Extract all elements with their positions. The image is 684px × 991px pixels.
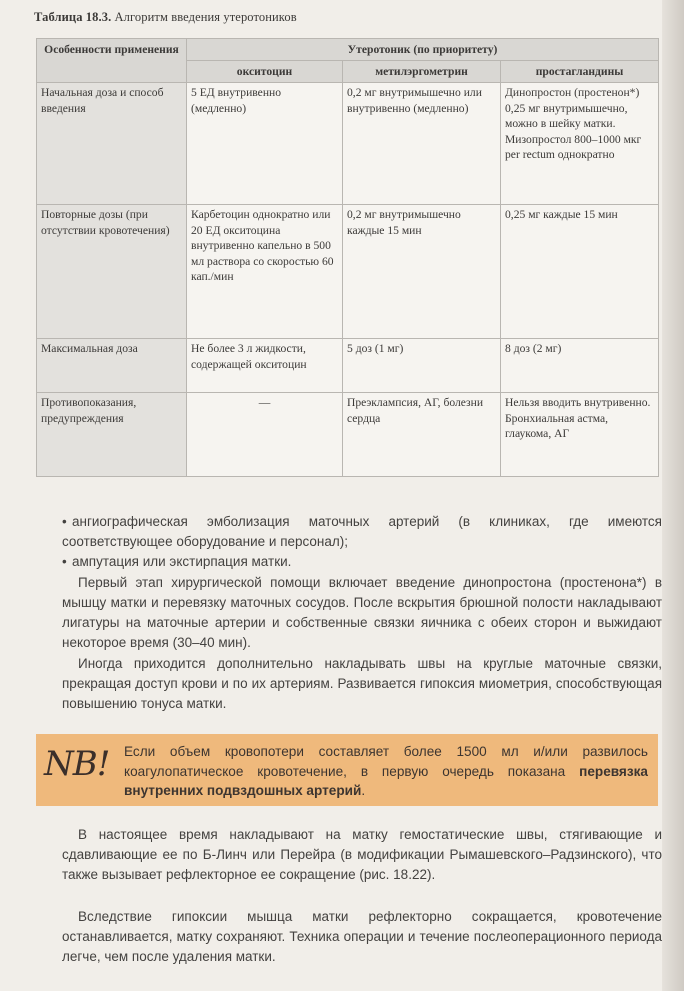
cell-prostaglandins: [501, 83, 659, 205]
cell-methylergometrine: 5 доз (1 мг): [343, 339, 501, 393]
cell-methylergometrine: 0,2 мг внутримышечно или внутривенно (медленно): [343, 83, 501, 205]
paragraph: Вследствие гипоксии мышца матки рефлекторно сокращается, кровотечение останавливается, матку сохраняют. Техника операции и течение послеоперационного периода легче, чем после удаления матки.: [62, 909, 662, 964]
table-title: [34, 10, 297, 25]
cell-prostaglandins: 0,25 мг каждые 15 мин: [501, 205, 659, 339]
table-row: [37, 83, 659, 205]
cell-oxytocin: Карбетоцин однократно или 20 ЕД окситоцина внутривенно капельно в 500 мл раствора со скоростью 60 кап./мин: [187, 205, 343, 339]
bullet-item: [62, 552, 662, 572]
cell-prostaglandins-line1: Нельзя вводить внутривенно.: [505, 396, 651, 409]
bullet-text: ампутация или экстирпация матки.: [72, 554, 292, 569]
bullet-marker: •: [62, 554, 67, 569]
cell-prostaglandins: 8 доз (2 мг): [501, 339, 659, 393]
header-uterotonic: Утеротоник (по приоритету): [187, 39, 659, 61]
page-edge-shadow: [662, 0, 684, 991]
header-methylergometrine: метилэргометрин: [343, 61, 501, 83]
cell-prostaglandins-line2: Бронхиальная астма, глаукома, АГ: [505, 411, 609, 440]
row-feature: Начальная доза и способ введения: [37, 83, 187, 205]
row-feature: Повторные дозы (при отсутствии кровотечения): [37, 205, 187, 339]
bullet-marker: •: [62, 514, 67, 529]
table-row: [37, 393, 659, 477]
nb-text-end: .: [361, 783, 366, 798]
table-row: [37, 339, 659, 393]
cell-prostaglandins: [501, 393, 659, 477]
bullet-text: ангиографическая эмболизация маточных артерий (в клиниках, где имеются соответствующее оборудование и персонал);: [62, 514, 662, 549]
nb-logo: NB!: [44, 744, 110, 784]
table-row: [37, 205, 659, 339]
row-feature: Противопоказания, предупреждения: [37, 393, 187, 477]
cell-prostaglandins-line2: Мизопростол 800–1000 мкг per rectum однократно: [505, 132, 642, 161]
cell-methylergometrine: 0,2 мг внутримышечно каждые 15 мин: [343, 205, 501, 339]
table-number: Таблица 18.3.: [34, 10, 112, 24]
table-caption: Алгоритм введения утеротоников: [111, 10, 297, 24]
header-feature: Особенности применения: [37, 39, 187, 83]
bullet-item: [62, 512, 662, 552]
cell-methylergometrine: Преэклампсия, АГ, болезни сердца: [343, 393, 501, 477]
nb-text-bold: перевязка внутренних подвздошных артерий: [124, 763, 648, 798]
cell-oxytocin: —: [187, 393, 343, 477]
paragraph: Иногда приходится дополнительно накладывать швы на круглые маточные связки, прекращая доступ крови и по их артериям. Развивается гипоксия миометрия, способствующая повышению тонуса матки.: [62, 656, 662, 711]
nb-text: [124, 742, 648, 801]
row-feature: Максимальная доза: [37, 339, 187, 393]
paragraph: Первый этап хирургической помощи включает введение динопростона (простенона*) в мышцу матки и перевязку маточных сосудов. После вскрытия брюшной полости накладывают лигатуры на маточные артерии и собственные связки яичника с обеих сторон и выжидают некоторое время (30–40 мин).: [62, 575, 662, 650]
paragraph: В настоящее время накладывают на матку гемостатические швы, стягивающие и сдавливающие ее по Б-Линч или Перейра (в модификации Рымашевского–Радзинского), что также вызывает рефлекторное ее сокращение (рис. 18.22).: [62, 827, 662, 882]
cell-prostaglandins-line1: Динопростон (простенон*) 0,25 мг внутримышечно, можно в шейку матки.: [505, 86, 640, 130]
nb-text-main: Если объем кровопотери составляет более 1500 мл и/или развилось коагулопатическое кровотечение, в первую очередь показана: [124, 744, 648, 779]
cell-oxytocin: 5 ЕД внутривенно (медленно): [187, 83, 343, 205]
cell-oxytocin: Не более 3 л жидкости, содержащей окситоцин: [187, 339, 343, 393]
header-oxytocin: окситоцин: [187, 61, 343, 83]
uterotonic-table: [36, 38, 659, 477]
nb-callout: [36, 734, 658, 806]
header-prostaglandins: простагландины: [501, 61, 659, 83]
